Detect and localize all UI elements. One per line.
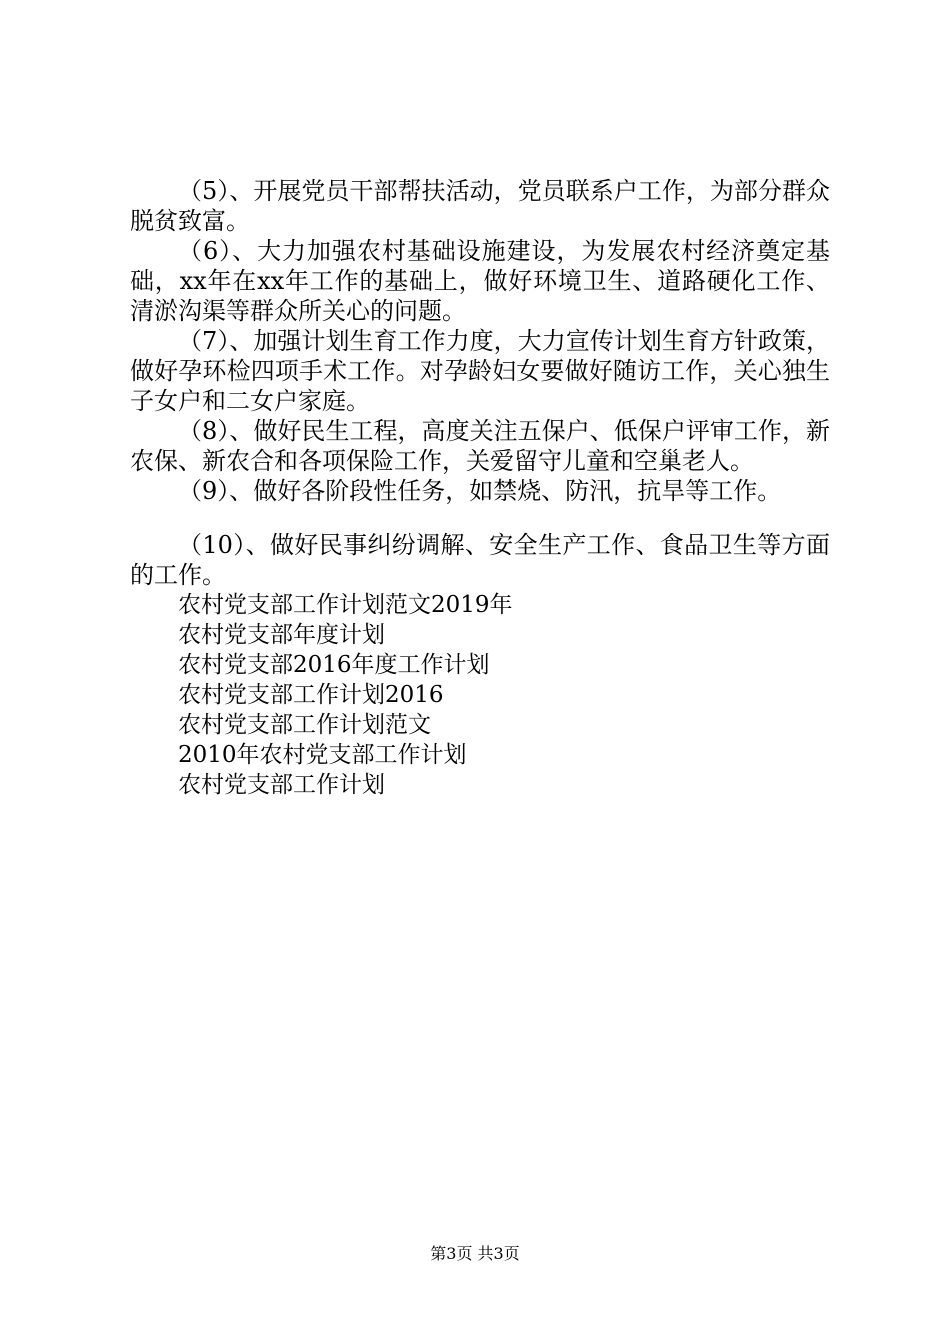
paragraph-item-7: （7）、加强计划生育工作力度，大力宣传计划生育方针政策，做好孕环检四项手术工作。对孕龄妇女要做好随访工作，关心独生子女户和二女户家庭。: [130, 327, 830, 415]
paragraph-item-8: （8）、做好民生工程，高度关注五保户、低保户评审工作，新农保、新农合和各项保险工作，关爱留守儿童和空巢老人。: [130, 417, 830, 475]
related-links-list: [130, 590, 830, 800]
related-link[interactable]: 农村党支部工作计划2016: [178, 682, 444, 708]
related-link[interactable]: 2010年农村党支部工作计划: [178, 742, 467, 768]
paragraph-item-10: （10）、做好民事纠纷调解、安全生产工作、食品卫生等方面的工作。: [130, 531, 830, 589]
related-link[interactable]: 农村党支部工作计划范文: [178, 712, 431, 738]
page-number-footer: 第3页 共3页: [430, 1244, 520, 1263]
paragraph-item-5: （5）、开展党员干部帮扶活动，党员联系户工作，为部分群众脱贫致富。: [130, 177, 830, 235]
paragraph-item-9: （9）、做好各阶段性任务，如禁烧、防汛，抗旱等工作。: [178, 477, 782, 505]
related-link[interactable]: 农村党支部工作计划范文2019年: [178, 592, 513, 618]
related-link[interactable]: 农村党支部年度计划: [178, 622, 385, 648]
document-body: [130, 176, 830, 800]
paragraph-item-6: （6）、大力加强农村基础设施建设，为发展农村经济奠定基础，xx年在xx年工作的基础上，做好环境卫生、道路硬化工作、清淤沟渠等群众所关心的问题。: [130, 237, 830, 325]
related-link[interactable]: 农村党支部工作计划: [178, 772, 385, 798]
related-link[interactable]: 农村党支部2016年度工作计划: [178, 652, 490, 678]
